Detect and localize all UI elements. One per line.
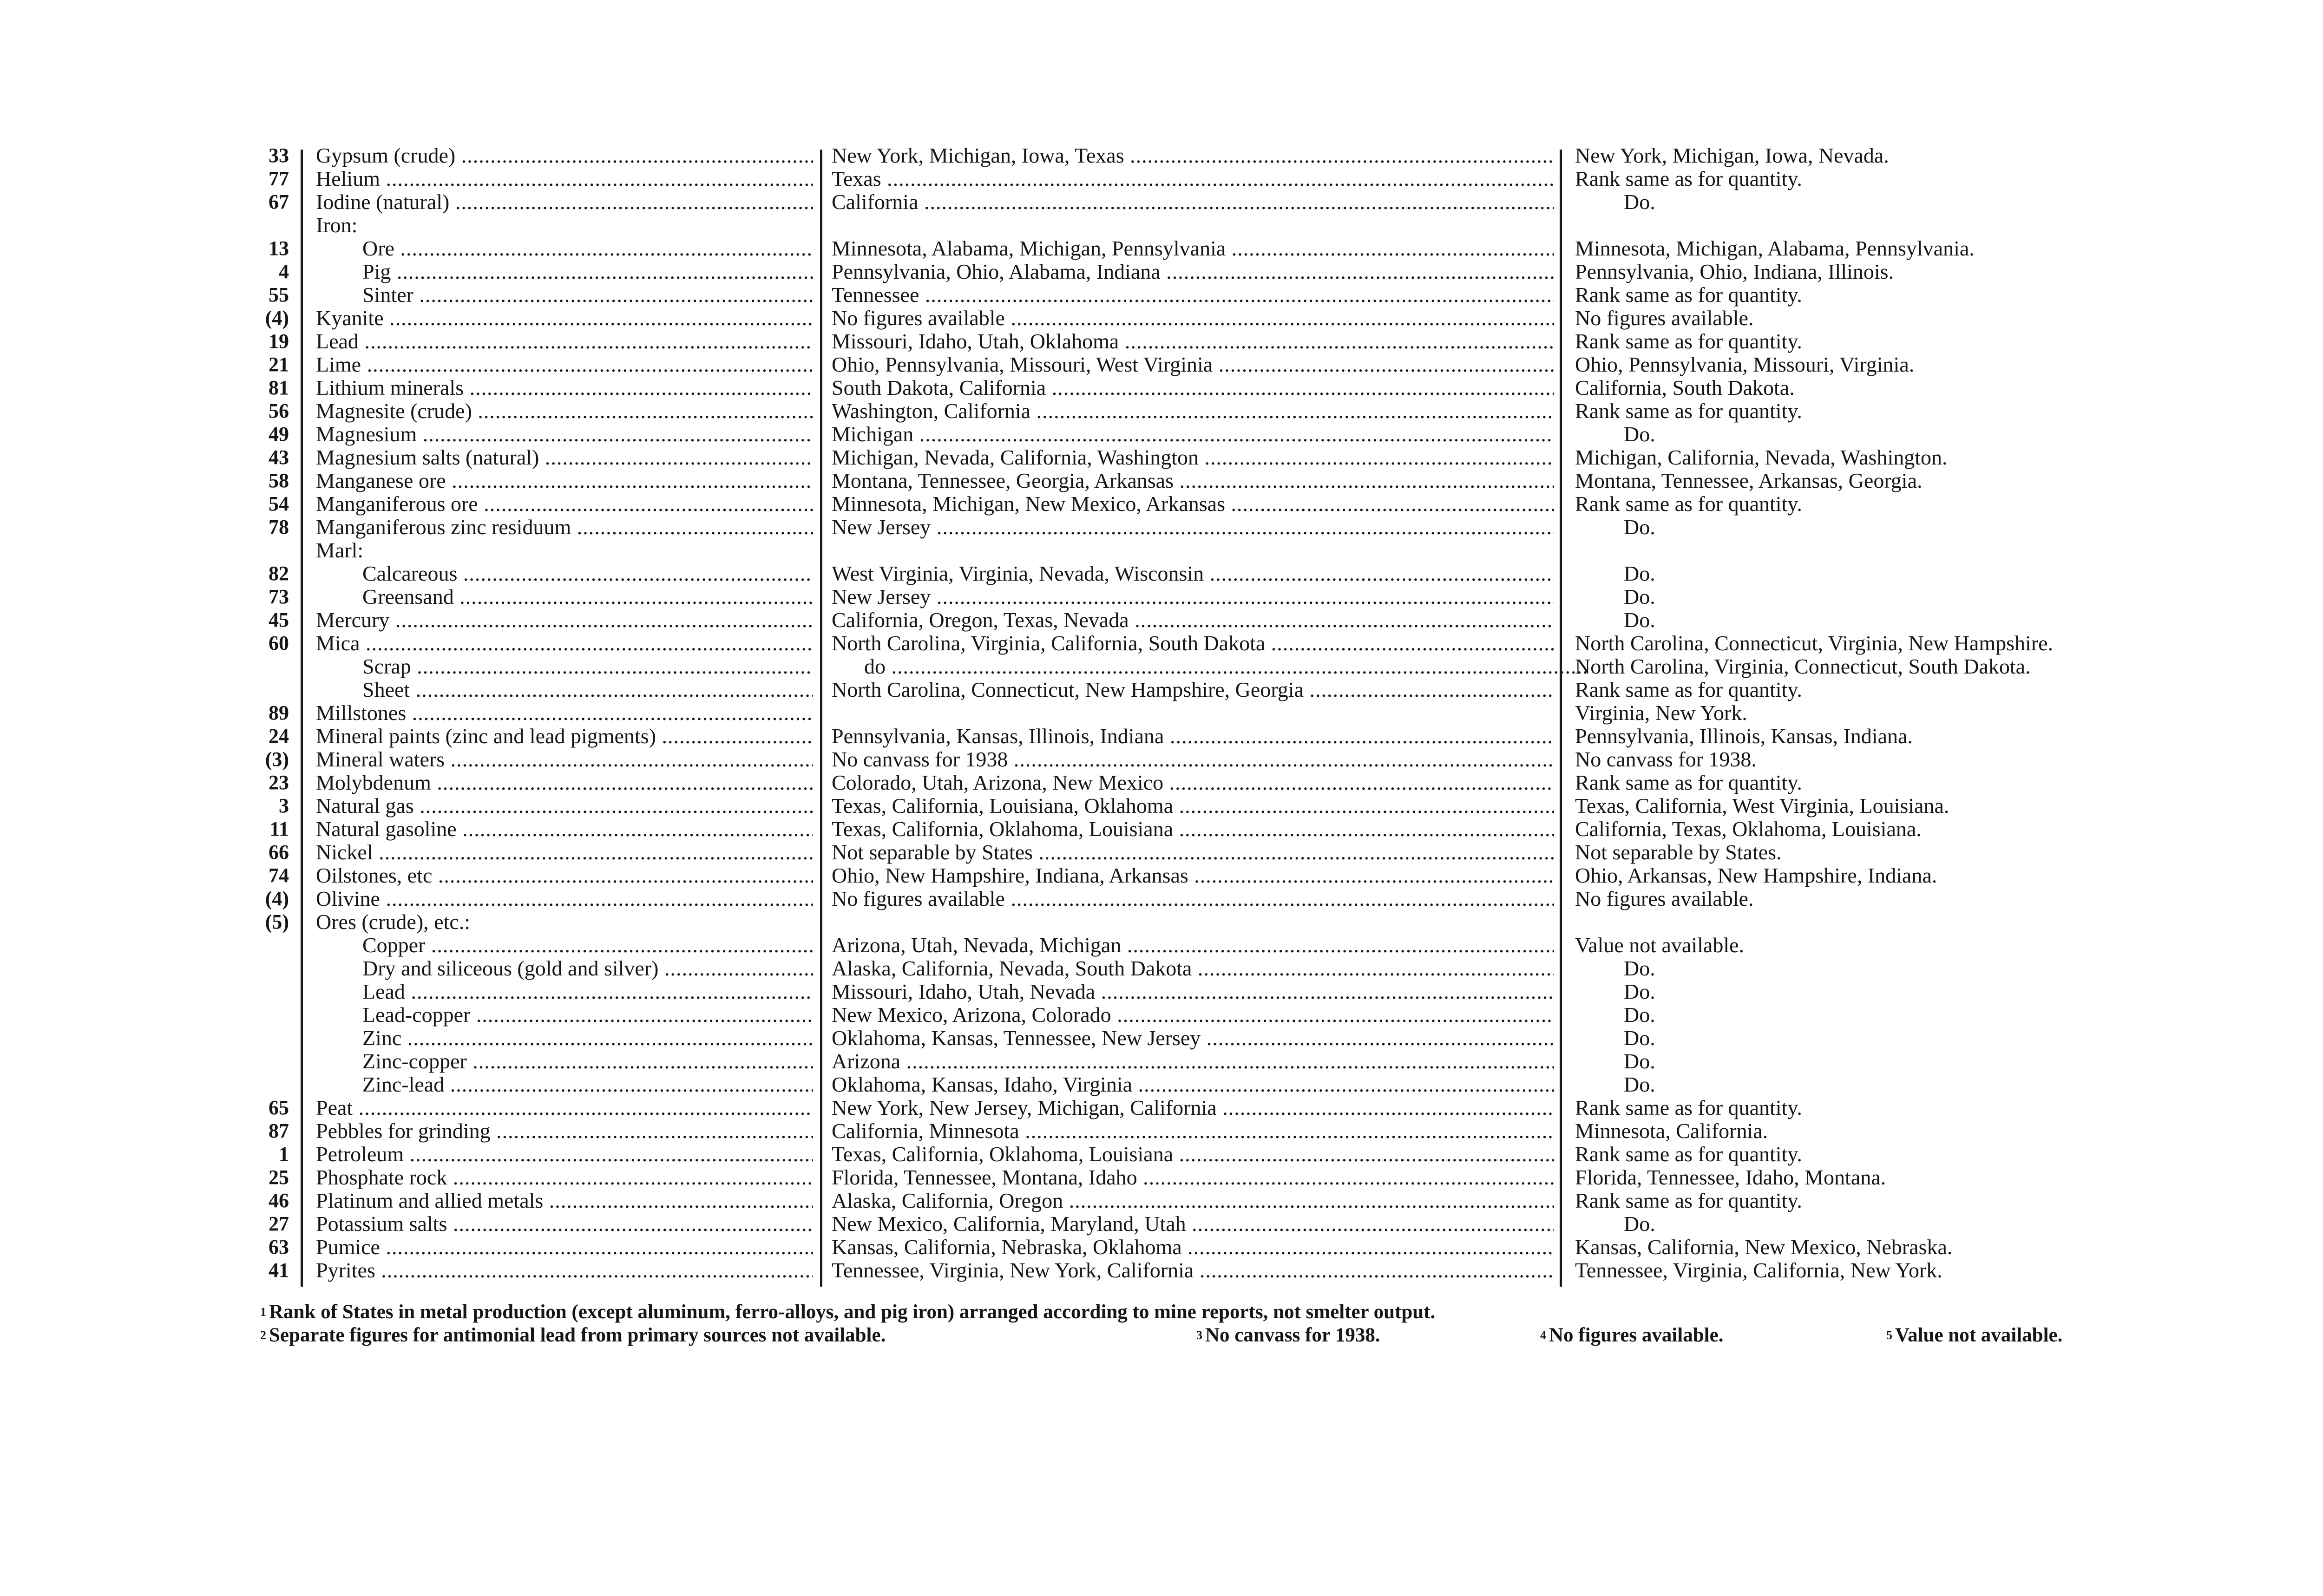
rank-cell: 3 xyxy=(279,794,289,817)
table-row xyxy=(0,260,2277,283)
mineral-cell: Olivine ..... xyxy=(316,887,813,910)
value-cell: Ohio, Arkansas, New Hampshire, Indiana. xyxy=(1575,864,1937,887)
quantity-cell: Missouri, Idaho, Utah, Oklahoma ..... xyxy=(832,330,1554,353)
rank-cell: 13 xyxy=(269,237,289,260)
quantity-cell: South Dakota, California ..... xyxy=(832,376,1554,399)
mineral-cell: Lithium minerals ..... xyxy=(316,376,813,399)
value-cell: Pennsylvania, Illinois, Kansas, Indiana. xyxy=(1575,725,1913,748)
value-cell: Rank same as for quantity. xyxy=(1575,1143,1802,1166)
mineral-cell: Gypsum (crude) ..... xyxy=(316,144,813,167)
quantity-cell: California ..... xyxy=(832,190,1554,214)
mineral-cell: Copper ..... xyxy=(362,934,813,957)
value-cell: Rank same as for quantity. xyxy=(1575,283,1802,307)
table-row xyxy=(0,1143,2277,1166)
rank-cell: 87 xyxy=(269,1119,289,1142)
quantity-cell: New York, Michigan, Iowa, Texas ..... xyxy=(832,144,1554,167)
quantity-cell: Colorado, Utah, Arizona, New Mexico ..... xyxy=(832,771,1554,794)
table-row xyxy=(0,794,2277,818)
value-cell: Do. xyxy=(1624,190,1655,214)
quantity-cell: Texas, California, Louisiana, Oklahoma ..... xyxy=(832,794,1554,818)
table-row xyxy=(0,1212,2277,1236)
quantity-cell: Alaska, California, Nevada, South Dakota ..... xyxy=(832,957,1554,980)
quantity-cell: California, Minnesota ..... xyxy=(832,1119,1554,1143)
quantity-cell: No figures available ..... xyxy=(832,307,1554,330)
footnote-3: $^3$ No canvass for 1938. xyxy=(1196,1324,1380,1346)
mineral-cell: Iodine (natural) ..... xyxy=(316,190,813,214)
mineral-cell: Lead ..... xyxy=(362,980,813,1003)
mineral-cell: Mica ..... xyxy=(316,632,813,655)
value-cell: Do. xyxy=(1624,957,1655,980)
table-row xyxy=(0,841,2277,864)
quantity-cell: No figures available ..... xyxy=(832,887,1554,910)
mineral-cell: Zinc-lead ..... xyxy=(362,1073,813,1096)
rank-cell: 73 xyxy=(269,585,289,608)
table-row xyxy=(0,608,2277,632)
rank-cell: 56 xyxy=(269,399,289,422)
mineral-cell: Molybdenum ..... xyxy=(316,771,813,794)
table-row xyxy=(0,1050,2277,1073)
table-row xyxy=(0,1003,2277,1027)
value-cell: Do. xyxy=(1624,423,1655,446)
value-cell: Do. xyxy=(1624,608,1655,632)
table-row xyxy=(0,1166,2277,1189)
quantity-cell: Michigan ..... xyxy=(832,423,1554,446)
quantity-cell: Alaska, California, Oregon ..... xyxy=(832,1189,1554,1212)
quantity-cell: Minnesota, Michigan, New Mexico, Arkansas ..... xyxy=(832,492,1554,516)
value-cell: Rank same as for quantity. xyxy=(1575,1096,1802,1119)
table-row xyxy=(0,539,2277,562)
rank-cell: (4) xyxy=(265,887,289,910)
value-cell: Rank same as for quantity. xyxy=(1575,771,1802,794)
rank-cell: 54 xyxy=(269,492,289,515)
mineral-cell: Ore ..... xyxy=(362,237,813,260)
value-cell: New York, Michigan, Iowa, Nevada. xyxy=(1575,144,1889,167)
table-row xyxy=(0,399,2277,423)
table-row xyxy=(0,492,2277,516)
table-row xyxy=(0,1259,2277,1282)
mineral-cell: Pebbles for grinding ..... xyxy=(316,1119,813,1143)
mineral-cell: Oilstones, etc ..... xyxy=(316,864,813,887)
quantity-cell: Pennsylvania, Ohio, Alabama, Indiana ..... xyxy=(832,260,1554,283)
footnote-1: $^1$ Rank of States in metal production (except aluminum, ferro-alloys, and pig iron) arranged according to mine reports, not smelter output. xyxy=(260,1301,1436,1323)
mineral-cell: Lead ..... xyxy=(316,330,813,353)
rank-cell: 55 xyxy=(269,283,289,306)
table-row xyxy=(0,516,2277,539)
value-cell: Minnesota, Michigan, Alabama, Pennsylvania. xyxy=(1575,237,1975,260)
quantity-cell: New Mexico, California, Maryland, Utah ..... xyxy=(832,1212,1554,1236)
quantity-cell: Texas, California, Oklahoma, Louisiana ..... xyxy=(832,818,1554,841)
value-cell: Rank same as for quantity. xyxy=(1575,492,1802,516)
footnote-2: $^2$ Separate figures for antimonial lead from primary sources not available. xyxy=(260,1324,886,1346)
rank-cell: 4 xyxy=(279,260,289,283)
rank-cell: 78 xyxy=(269,516,289,538)
value-cell: Montana, Tennessee, Arkansas, Georgia. xyxy=(1575,469,1923,492)
rank-cell: (5) xyxy=(265,910,289,933)
mineral-cell: Mercury ..... xyxy=(316,608,813,632)
value-cell: Do. xyxy=(1624,1050,1655,1073)
value-cell: Do. xyxy=(1624,1027,1655,1050)
rank-cell: 67 xyxy=(269,190,289,213)
rank-cell: 65 xyxy=(269,1096,289,1119)
rank-cell: 27 xyxy=(269,1212,289,1235)
quantity-cell: Kansas, California, Nebraska, Oklahoma ..... xyxy=(832,1236,1554,1259)
mineral-cell: Sheet ..... xyxy=(362,678,813,701)
rank-cell: (3) xyxy=(265,748,289,771)
quantity-cell: Tennessee, Virginia, New York, California ..... xyxy=(832,1259,1554,1282)
mineral-cell: Iron: xyxy=(316,214,358,237)
value-cell: Rank same as for quantity. xyxy=(1575,167,1802,190)
quantity-cell: New Jersey ..... xyxy=(832,585,1554,608)
rank-cell: 19 xyxy=(269,330,289,353)
rank-cell: 81 xyxy=(269,376,289,399)
table-row xyxy=(0,330,2277,353)
value-cell: Do. xyxy=(1624,562,1655,585)
table-row xyxy=(0,957,2277,980)
value-cell: No figures available. xyxy=(1575,887,1754,910)
rank-cell: 1 xyxy=(279,1143,289,1165)
quantity-cell: North Carolina, Connecticut, New Hampshire, Georgia ..... xyxy=(832,678,1554,701)
value-cell: Rank same as for quantity. xyxy=(1575,399,1802,423)
table-row xyxy=(0,1073,2277,1096)
mineral-cell: Magnesite (crude) ..... xyxy=(316,399,813,423)
mineral-cell: Mineral paints (zinc and lead pigments) ..... xyxy=(316,725,813,748)
table-row xyxy=(0,423,2277,446)
value-cell: Do. xyxy=(1624,1073,1655,1096)
quantity-cell: Texas, California, Oklahoma, Louisiana ..... xyxy=(832,1143,1554,1166)
mineral-cell: Greensand ..... xyxy=(362,585,813,608)
quantity-cell: New Mexico, Arizona, Colorado ..... xyxy=(832,1003,1554,1027)
rank-cell: 77 xyxy=(269,167,289,190)
value-cell: No figures available. xyxy=(1575,307,1754,330)
rank-cell: (4) xyxy=(265,307,289,329)
rank-cell: 11 xyxy=(269,818,289,840)
quantity-cell: Tennessee ..... xyxy=(832,283,1554,307)
quantity-cell: West Virginia, Virginia, Nevada, Wisconsin ..... xyxy=(832,562,1554,585)
mineral-cell: Manganiferous ore ..... xyxy=(316,492,813,516)
mineral-cell: Sinter ..... xyxy=(362,283,813,307)
footnote-5: $^5$ Value not available. xyxy=(1886,1324,2063,1346)
table-row xyxy=(0,446,2277,469)
value-cell: California, Texas, Oklahoma, Louisiana. xyxy=(1575,818,1922,841)
table-row xyxy=(0,562,2277,585)
table-row xyxy=(0,1027,2277,1050)
table-row xyxy=(0,864,2277,887)
mineral-cell: Kyanite ..... xyxy=(316,307,813,330)
rank-cell: 46 xyxy=(269,1189,289,1212)
value-cell: Texas, California, West Virginia, Louisiana. xyxy=(1575,794,1949,818)
value-cell: North Carolina, Connecticut, Virginia, New Hampshire. xyxy=(1575,632,2054,655)
value-cell: Rank same as for quantity. xyxy=(1575,678,1802,701)
rank-cell: 89 xyxy=(269,701,289,724)
mineral-cell: Nickel ..... xyxy=(316,841,813,864)
table-row xyxy=(0,214,2277,237)
mineral-cell: Helium ..... xyxy=(316,167,813,190)
quantity-cell: Florida, Tennessee, Montana, Idaho ..... xyxy=(832,1166,1554,1189)
value-cell: Do. xyxy=(1624,980,1655,1003)
table-row xyxy=(0,469,2277,492)
mineral-cell: Ores (crude), etc.: xyxy=(316,910,471,934)
table-row xyxy=(0,632,2277,655)
rank-cell: 58 xyxy=(269,469,289,492)
quantity-cell: Montana, Tennessee, Georgia, Arkansas ..... xyxy=(832,469,1554,492)
table-row xyxy=(0,283,2277,307)
value-cell: Not separable by States. xyxy=(1575,841,1782,864)
quantity-cell: Not separable by States ..... xyxy=(832,841,1554,864)
mineral-cell: Scrap ..... xyxy=(362,655,813,678)
quantity-cell: Missouri, Idaho, Utah, Nevada ..... xyxy=(832,980,1554,1003)
table-row xyxy=(0,887,2277,910)
mineral-cell: Marl: xyxy=(316,539,364,562)
quantity-cell: Oklahoma, Kansas, Idaho, Virginia ..... xyxy=(832,1073,1554,1096)
table-row xyxy=(0,144,2277,167)
rank-cell: 24 xyxy=(269,725,289,747)
quantity-cell: New Jersey ..... xyxy=(832,516,1554,539)
value-cell: Minnesota, California. xyxy=(1575,1119,1768,1143)
rank-cell: 45 xyxy=(269,608,289,631)
value-cell: Virginia, New York. xyxy=(1575,701,1747,725)
table-row xyxy=(0,818,2277,841)
mineral-cell: Lead-copper ..... xyxy=(362,1003,813,1027)
mineral-cell: Platinum and allied metals ..... xyxy=(316,1189,813,1212)
quantity-cell: Texas ..... xyxy=(832,167,1554,190)
table-row xyxy=(0,1189,2277,1212)
mineral-cell: Petroleum ..... xyxy=(316,1143,813,1166)
quantity-cell: Arizona ..... xyxy=(832,1050,1554,1073)
rank-cell: 82 xyxy=(269,562,289,585)
value-cell: Tennessee, Virginia, California, New York. xyxy=(1575,1259,1942,1282)
table-row xyxy=(0,1096,2277,1119)
value-cell: Pennsylvania, Ohio, Indiana, Illinois. xyxy=(1575,260,1894,283)
mineral-cell: Phosphate rock ..... xyxy=(316,1166,813,1189)
value-cell: Do. xyxy=(1624,1003,1655,1027)
table-row xyxy=(0,376,2277,399)
table-row xyxy=(0,1119,2277,1143)
rank-cell: 74 xyxy=(269,864,289,887)
mineral-cell: Lime ..... xyxy=(316,353,813,376)
mineral-cell: Potassium salts ..... xyxy=(316,1212,813,1236)
value-cell: California, South Dakota. xyxy=(1575,376,1795,399)
mineral-cell: Dry and siliceous (gold and silver) ..... xyxy=(362,957,813,980)
mineral-cell: Magnesium ..... xyxy=(316,423,813,446)
quantity-cell: Washington, California ..... xyxy=(832,399,1554,423)
rank-cell: 21 xyxy=(269,353,289,376)
quantity-cell: Michigan, Nevada, California, Washington ..... xyxy=(832,446,1554,469)
mineral-cell: Pig ..... xyxy=(362,260,813,283)
mineral-cell: Magnesium salts (natural) ..... xyxy=(316,446,813,469)
table-row xyxy=(0,307,2277,330)
rank-cell: 43 xyxy=(269,446,289,469)
table-row xyxy=(0,655,2277,678)
mineral-cell: Pumice ..... xyxy=(316,1236,813,1259)
mineral-cell: Mineral waters ..... xyxy=(316,748,813,771)
rank-cell: 60 xyxy=(269,632,289,654)
quantity-cell: Ohio, Pennsylvania, Missouri, West Virginia ..... xyxy=(832,353,1554,376)
quantity-cell: Ohio, New Hampshire, Indiana, Arkansas ..... xyxy=(832,864,1554,887)
quantity-cell: Pennsylvania, Kansas, Illinois, Indiana ..... xyxy=(832,725,1554,748)
table-row xyxy=(0,725,2277,748)
table-row xyxy=(0,237,2277,260)
table-row xyxy=(0,701,2277,725)
value-cell: Do. xyxy=(1624,585,1655,608)
quantity-cell: No canvass for 1938 ..... xyxy=(832,748,1554,771)
quantity-cell: California, Oregon, Texas, Nevada ..... xyxy=(832,608,1554,632)
table-row xyxy=(0,190,2277,214)
quantity-cell: North Carolina, Virginia, California, South Dakota ..... xyxy=(832,632,1554,655)
quantity-cell: Minnesota, Alabama, Michigan, Pennsylvania ..... xyxy=(832,237,1554,260)
rank-cell: 25 xyxy=(269,1166,289,1189)
mineral-cell: Zinc ..... xyxy=(362,1027,813,1050)
value-cell: Do. xyxy=(1624,516,1655,539)
table-row xyxy=(0,585,2277,608)
quantity-cell: New York, New Jersey, Michigan, California ..... xyxy=(832,1096,1554,1119)
value-cell: North Carolina, Virginia, Connecticut, South Dakota. xyxy=(1575,655,2031,678)
table-row xyxy=(0,678,2277,701)
table-row xyxy=(0,353,2277,376)
rank-cell: 33 xyxy=(269,144,289,167)
rank-cell: 66 xyxy=(269,841,289,863)
rank-cell: 49 xyxy=(269,423,289,445)
value-cell: Rank same as for quantity. xyxy=(1575,1189,1802,1212)
mineral-cell: Natural gas ..... xyxy=(316,794,813,818)
mineral-cell: Pyrites ..... xyxy=(316,1259,813,1282)
rank-cell: 23 xyxy=(269,771,289,794)
value-cell: Value not available. xyxy=(1575,934,1745,957)
mineral-cell: Zinc-copper ..... xyxy=(362,1050,813,1073)
table-row xyxy=(0,748,2277,771)
value-cell: Ohio, Pennsylvania, Missouri, Virginia. xyxy=(1575,353,1915,376)
table-row xyxy=(0,934,2277,957)
mineral-cell: Peat ..... xyxy=(316,1096,813,1119)
quantity-cell: Arizona, Utah, Nevada, Michigan ..... xyxy=(832,934,1554,957)
quantity-cell: do ..... xyxy=(832,655,1587,678)
table-row xyxy=(0,771,2277,794)
mineral-cell: Millstones ..... xyxy=(316,701,813,725)
table-row xyxy=(0,167,2277,190)
value-cell: No canvass for 1938. xyxy=(1575,748,1757,771)
value-cell: Rank same as for quantity. xyxy=(1575,330,1802,353)
rank-cell: 63 xyxy=(269,1236,289,1258)
table-row xyxy=(0,980,2277,1003)
quantity-cell: Oklahoma, Kansas, Tennessee, New Jersey ..... xyxy=(832,1027,1554,1050)
value-cell: Florida, Tennessee, Idaho, Montana. xyxy=(1575,1166,1886,1189)
mineral-cell: Manganese ore ..... xyxy=(316,469,813,492)
rank-cell: 41 xyxy=(269,1259,289,1282)
value-cell: Do. xyxy=(1624,1212,1655,1236)
table-row xyxy=(0,1236,2277,1259)
value-cell: Kansas, California, New Mexico, Nebraska. xyxy=(1575,1236,1953,1259)
mineral-cell: Natural gasoline ..... xyxy=(316,818,813,841)
mineral-cell: Manganiferous zinc residuum ..... xyxy=(316,516,813,539)
footnote-4: $^4$ No figures available. xyxy=(1540,1324,1724,1346)
mineral-cell: Calcareous ..... xyxy=(362,562,813,585)
value-cell: Michigan, California, Nevada, Washington. xyxy=(1575,446,1948,469)
table-row xyxy=(0,910,2277,934)
